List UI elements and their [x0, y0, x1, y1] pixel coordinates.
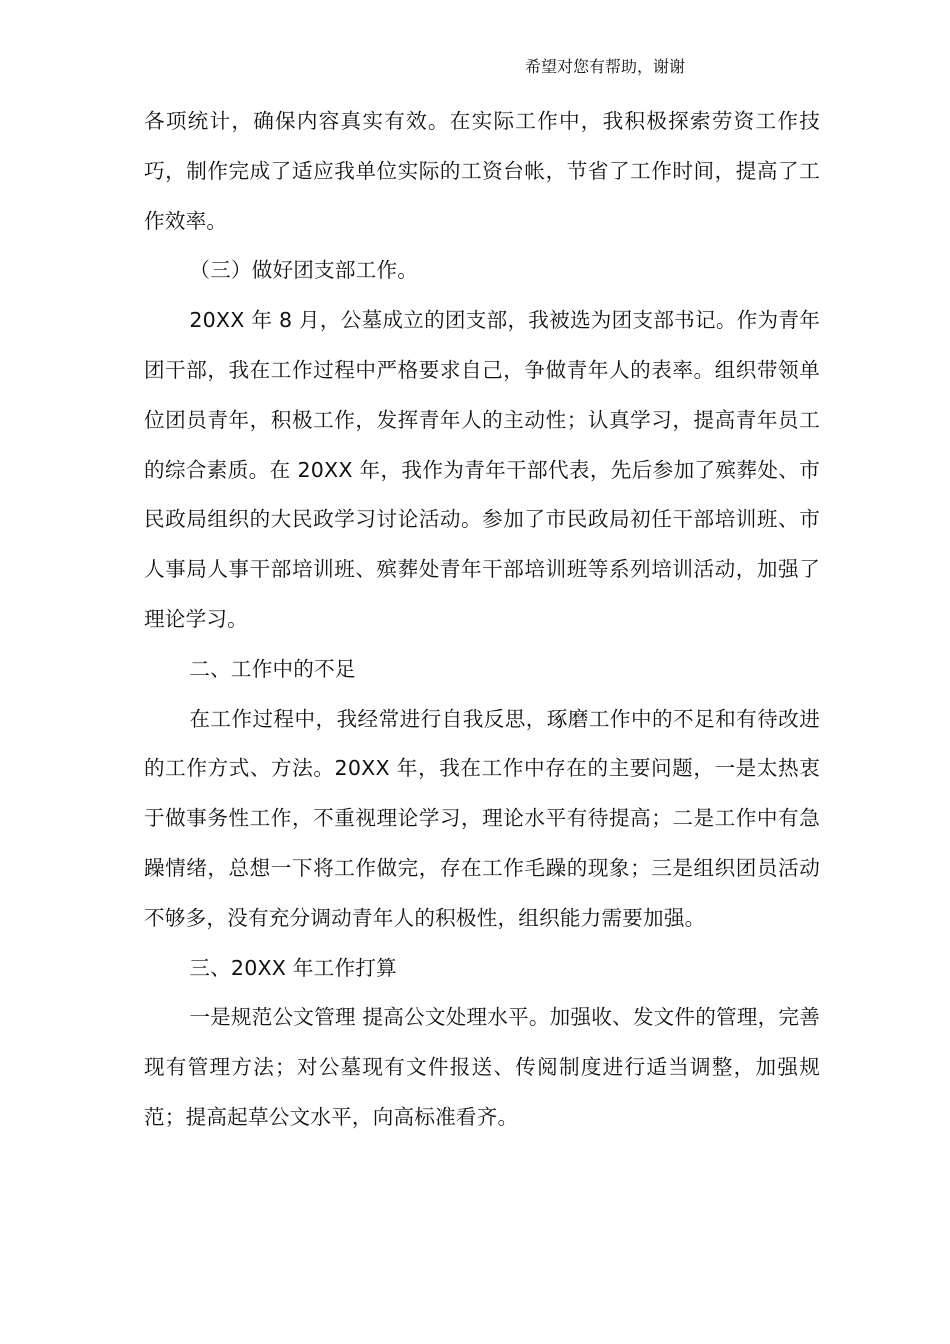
paragraph-plans: 一是规范公文管理 提高公文处理水平。加强收、发文件的管理，完善现有管理方法；对公墓现有文件报送、传阅制度进行适当调整，加强规范；提高起草公文水平，向高标准看齐。 [144, 1005, 820, 1129]
section-heading-league-branch: （三）做好团支部工作。 [189, 258, 419, 283]
section-heading-shortcomings: 二、工作中的不足 [189, 656, 356, 681]
document-body [144, 97, 820, 1143]
paragraph-shortcomings: 在工作过程中，我经常进行自我反思，琢磨工作中的不足和有待改进的工作方式、方法。20XX 年，我在工作中存在的主要问题，一是太热衷于做事务性工作，不重视理论学习，理论水平有待提高；二是工作中有急躁情绪，总想一下将工作做完，存在工作毛躁的现象；三是组织团员活动不够多，没有充分调动青年人的积极性，组织能力需要加强。 [144, 706, 820, 930]
paragraph-continuation: 各项统计，确保内容真实有效。在实际工作中，我积极探索劳资工作技巧，制作完成了适应我单位实际的工资台帐，节省了工作时间，提高了工作效率。 [144, 109, 820, 233]
section-heading-plans: 三、20XX 年工作打算 [189, 955, 397, 980]
header-note: 希望对您有帮助，谢谢 [524, 57, 685, 76]
paragraph-league-branch: 20XX 年 8 月，公墓成立的团支部，我被选为团支部书记。作为青年团干部，我在工作过程中严格要求自己，争做青年人的表率。组织带领单位团员青年，积极工作，发挥青年人的主动性；认真学习，提高青年员工的综合素质。在 20XX 年，我作为青年干部代表，先后参加了殡葬处、市民政局组织的大民政学习讨论活动。参加了市民政局初任干部培训班、市人事局人事干部培训班、殡葬处青年干部培训班等系列培训活动，加强了理论学习。 [144, 308, 820, 631]
